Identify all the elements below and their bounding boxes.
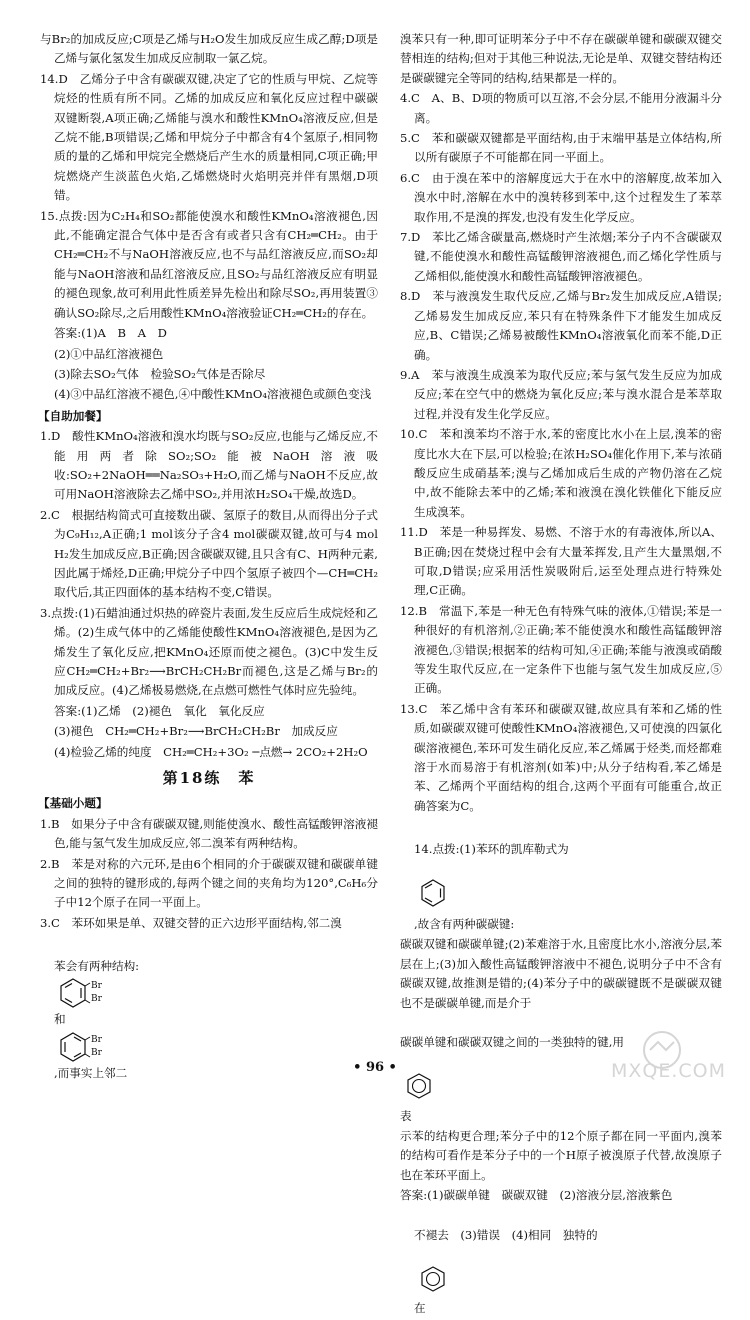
dibromobenzene-structure-1 bbox=[57, 976, 102, 1010]
structures-intro: 苯会有两种结构: bbox=[54, 958, 140, 973]
bromine-label: Br bbox=[91, 981, 102, 992]
left-top-text: 与Br₂的加成反应;C项是乙烯与H₂O发生加成反应生成乙醇;D项是乙烯与氯化氢发生加成反应制取一氯乙烷。 bbox=[40, 32, 378, 66]
answer-14-key-2-text: 不褪去 (3)错误 (4)相同 独特的 bbox=[414, 1227, 598, 1242]
answer-14-intro-tail: ,故含有两种碳碳键: bbox=[414, 916, 515, 931]
basic-answer-14-line-1 bbox=[400, 820, 722, 934]
basic-answer-6: 6.C 由于溴在苯中的溶解度远大于在水中的溶解度,故苯加入溴水中时,溶解在水中的溴转移到苯中,这个过程发生了苯萃取作用,不是溴的挥发,也没有发生化学反应。 bbox=[400, 170, 722, 224]
answer-15-key-4: (4)③中品红溶液不褪色,④中酸性KMnO₄溶液褪色或颜色变浅 bbox=[54, 387, 372, 402]
answer-14-intro: 14.点拨:(1)苯环的凯库勒式为 bbox=[414, 841, 569, 856]
basic-answer-10: 10.C 苯和溴苯均不溶于水,苯的密度比水小在上层,溴苯的密度比水大在下层,可以检验;在浓H₂SO₄催化作用下,苯与浓硝酸反应生成硝基苯;溴与乙烯加成后生成的产物仍溶在乙烷中,故不能除去苯中的乙烯;苯和液溴在溴化铁催化下能反应生成溴苯。 bbox=[400, 427, 722, 519]
bromine-label: Br bbox=[91, 994, 102, 1005]
extra-answer-2: 2.C 根据结构简式可直接数出碳、氢原子的数目,从而得出分子式为C₉H₁₂,A正确;1 mol该分子含4 mol碳碳双键,故可与4 mol H₂发生加成反应,B正确;因含碳碳双键,且只含有C、H两种元素,因此属于烯烃,D正确;甲烷分子中四个氢原子被四个—CH═CH₂取代后,其正四面体的基本结构不变,C错误。 bbox=[40, 507, 378, 600]
right-column bbox=[400, 30, 722, 1320]
answer-15-key-1: 答案:(1)A B A D bbox=[54, 326, 167, 341]
chapter-title: 第18练 苯 bbox=[162, 769, 256, 788]
basic-answer-5: 5.C 苯和碳碳双键都是平面结构,由于末端甲基是立体结构,所以所有碳原子不可能都在同一平面上。 bbox=[400, 131, 722, 165]
answer-15-key-2: (2)①中品红溶液褪色 bbox=[54, 346, 164, 361]
basic-answer-14-line-2: 碳碳双键和碳碳单键;(2)苯难溶于水,且密度比水小,溶液分层,苯层在上;(3)加入酸性高锰酸钾溶液中不褪色,说明分子中不含有碳碳双键,故推测是错的;(4)苯分子中的碳碳键既不是碳碳双键也不是碳碳单键,而是介于 bbox=[400, 937, 722, 1010]
basic-answer-4: 4.C A、B、D项的物质可以互溶,不会分层,不能用分液漏斗分离。 bbox=[400, 91, 722, 125]
basic-answer-13: 13.C 苯乙烯中含有苯环和碳碳双键,故应具有苯和乙烯的性质,如碳碳双键可使酸性KMnO₄溶液褪色,又可使溴的四氯化碳溶液褪色,苯环可发生硝化反应,苯乙烯属于烃类,而烃都难溶于水而易溶于有机溶剂(如苯)中;从分子结构看,苯乙烯是苯、乙烯两个平面结构的组合,这两个平面有可能重合,故正确答案为C。 bbox=[400, 701, 722, 813]
kekule-benzene-icon bbox=[418, 859, 448, 915]
answer-14-mid-tail: 表 bbox=[400, 1108, 412, 1123]
extra-answer-3-key-3: (4)检验乙烯的纯度 CH₂═CH₂+3O₂ ─点燃→ 2CO₂+2H₂O bbox=[54, 744, 368, 759]
basic-answer-2: 2.B 苯是对称的六元环,是由6个相同的介于碳碳双键和碳碳单键之间的独特的键形成的,每两个键之间的夹角均为120°,C₆H₆分子中12个原子在同一平面上。 bbox=[40, 856, 378, 910]
left-column bbox=[40, 30, 378, 1084]
basic-answer-14-line-4: 示苯的结构更合理;苯分子中的12个原子都在同一平面内,溴苯的结构可看作是苯分子中的一个H原子被溴原子代替,故溴原子也在苯环平面上。 bbox=[400, 1128, 722, 1182]
basic-answer-3: 3.C 苯环如果是单、双键交替的正六边形平面结构,邻二溴 bbox=[40, 915, 342, 930]
answer-14-key-2-tail: 在 bbox=[414, 1301, 426, 1316]
right-top-text: 溴苯只有一种,即可证明苯分子中不存在碳碳单键和碳碳双键交替相连的结构;但对于其他三种说法,无论是单、双键交替结构还是碳碳键完全等同的结构,结果都是一样的。 bbox=[400, 32, 722, 85]
structures-and: 和 bbox=[54, 1012, 66, 1027]
bromine-label: Br bbox=[91, 1047, 102, 1058]
dibromobenzene-structure-2 bbox=[57, 1030, 102, 1064]
basic-answer-11: 11.D 苯是一种易挥发、易燃、不溶于水的有毒液体,所以A、B正确;因在焚烧过程中会有大量苯挥发,且产生大量黑烟,不可取,D错误;应采用活性炭吸附后,运至处理点进行特殊处理,C正确。 bbox=[400, 525, 722, 598]
section-heading-basic: 【基础小题】 bbox=[38, 796, 108, 811]
answer-15-key-3: (3)除去SO₂气体 检验SO₂气体是否除尽 bbox=[54, 366, 266, 381]
benzene-circle-icon bbox=[418, 1245, 448, 1299]
basic-answer-7: 7.D 苯比乙烯含碳量高,燃烧时产生浓烟;苯分子内不含碳碳双键,不能使溴水和酸性高锰酸钾溶液褪色,而乙烯化学性质与乙烯相似,能使溴水和酸性高锰酸钾溶液褪色。 bbox=[400, 230, 722, 283]
extra-answer-3-key-2: (3)褪色 CH₂═CH₂+Br₂⟶BrCH₂CH₂Br 加成反应 bbox=[54, 724, 338, 739]
page-number: • 96 • bbox=[353, 1060, 397, 1075]
answer-14-key-1: 答案:(1)碳碳单键 碳碳双键 (2)溶液分层,溶液紫色 bbox=[400, 1188, 673, 1203]
extra-answer-1: 1.D 酸性KMnO₄溶液和溴水均既与SO₂反应,也能与乙烯反应,不能用两者除SO₂;SO₂能被NaOH溶液吸收:SO₂+2NaOH══Na₂SO₃+H₂O,而乙烯与NaOH不反应,故可用NaOH溶液除去乙烯中SO₂,并用浓H₂SO₄干燥,故选D。 bbox=[40, 429, 378, 502]
answer-14-key-2 bbox=[400, 1207, 722, 1319]
watermark-text: MXQE.COM bbox=[610, 1060, 726, 1082]
answer-14: 14.D 乙烯分子中含有碳碳双键,决定了它的性质与甲烷、乙烷等烷烃的性质有所不同。乙烯的加成反应和氧化反应过程中碳碳双键断裂,A项正确;乙烯能与溴水和酸性KMnO₄溶液反应,但是乙烷不能,B项错误;乙烯和甲烷分子中都含有4个氢原子,相同物质的量的乙烯和甲烷完全燃烧后产生水的质量相同,C项正确;甲烷燃烧产生淡蓝色火焰,乙烯燃烧时火焰明亮并伴有黑烟,D项错。 bbox=[40, 71, 378, 203]
answer-15: 15.点拨:因为C₂H₄和SO₂都能使溴水和酸性KMnO₄溶液褪色,因此,不能确定混合气体中是否含有或者只含有CH₂═CH₂。由于CH₂═CH₂不与NaOH溶液反应,也不与品红溶液反应,而SO₂却能与NaOH溶液和品红溶液反应,且SO₂与品红溶液反应有明显的褪色现象,故可利用此性质差异先检出和除尽SO₂,再用装置③确认SO₂除尽,之后用酸性KMnO₄溶液验证CH₂═CH₂的存在。 bbox=[40, 208, 378, 320]
basic-answer-1: 1.B 如果分子中含有碳碳双键,则能使溴水、酸性高锰酸钾溶液褪色,能与氢气发生加成反应,邻二溴苯有两种结构。 bbox=[40, 816, 378, 851]
structures-outro: ,而事实上邻二 bbox=[54, 1065, 128, 1080]
bromine-label: Br bbox=[91, 1034, 102, 1045]
extra-answer-3: 3.点拨:(1)石蜡油通过炽热的碎瓷片表面,发生反应后生成烷烃和乙烯。(2)生成气体中的乙烯能使酸性KMnO₄溶液褪色,是因为乙烯发生了氧化反应,把KMnO₄还原而使之褪色。(3)C中发生反应CH₂═CH₂+Br₂⟶BrCH₂CH₂Br而褪色,这是乙烯与Br₂的加成反应。(4)乙烯极易燃烧,在点燃可燃性气体时应先验纯。 bbox=[40, 605, 378, 698]
extra-answer-3-key-1: 答案:(1)乙烯 (2)褪色 氧化 氧化反应 bbox=[54, 703, 265, 718]
section-heading-extra: 【自助加餐】 bbox=[38, 408, 108, 423]
watermark-logo bbox=[572, 1028, 732, 1088]
answer-14-mid: 碳碳单键和碳碳双键之间的一类独特的键,用 bbox=[400, 1035, 624, 1050]
basic-answer-9: 9.A 苯与液溴生成溴苯为取代反应;苯与氢气发生反应为加成反应;苯在空气中的燃烧为氧化反应;苯与溴水混合是苯萃取过程,并没有发生化学反应。 bbox=[400, 367, 722, 421]
basic-answer-12: 12.B 常温下,苯是一种无色有特殊气味的液体,①错误;苯是一种很好的有机溶剂,②正确;苯不能使溴水和酸性高锰酸钾溶液褪色,③错误;根据苯的结构可知,④正确;苯能与液溴或硝酸等发生取代反应,在一定条件下也能与氢气发生加成反应,⑤正确。 bbox=[400, 603, 722, 696]
basic-answer-8: 8.D 苯与液溴发生取代反应,乙烯与Br₂发生加成反应,A错误;乙烯易发生加成反应,苯只有在特殊条件下才能发生加成反应,B、C错误;乙烯易被酸性KMnO₄溶液氧化而苯不能,D正确。 bbox=[400, 289, 722, 362]
